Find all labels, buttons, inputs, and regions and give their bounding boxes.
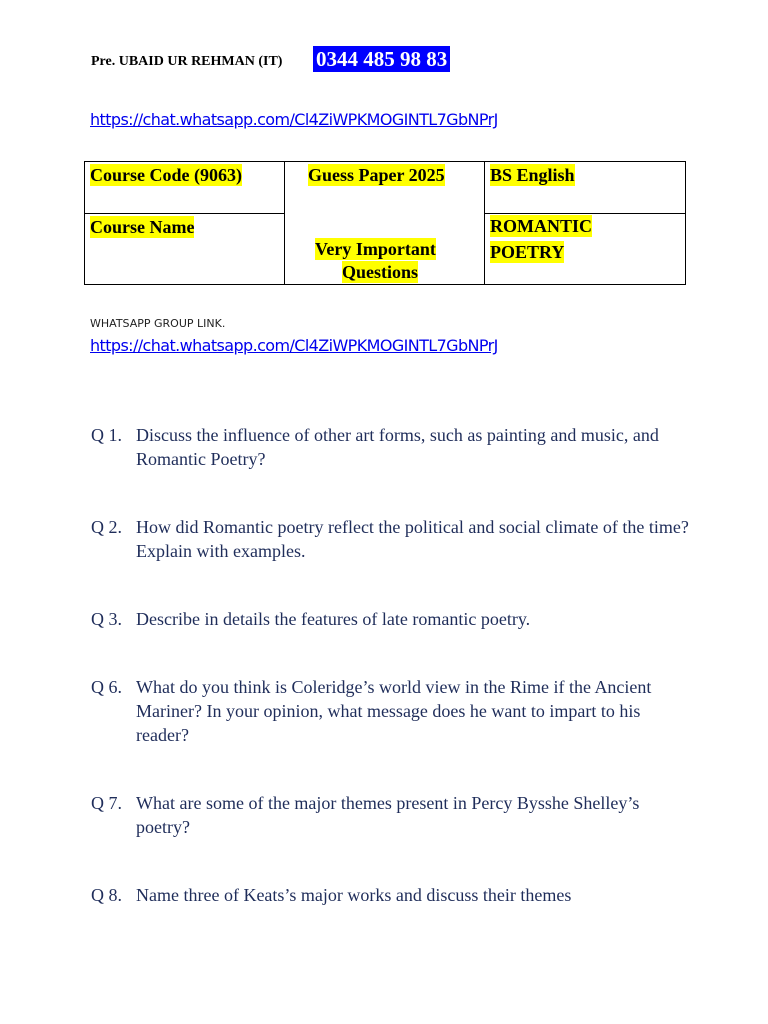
question-number: Q 1. [91, 425, 122, 445]
whatsapp-link-top[interactable]: https://chat.whatsapp.com/Cl4ZiWPKMOGINTL7GbNPrJ [90, 110, 498, 129]
course-name-label: Course Name [90, 217, 195, 237]
question-text: What do you think is Coleridge’s world view in the Rime if the Ancient Mariner? In your opinion, what message does he want to impart to his reader? [136, 677, 652, 745]
author-name: Pre. UBAID UR REHMAN (IT) [91, 54, 283, 69]
whatsapp-group-label: WHATSAPP GROUP LINK. [90, 317, 226, 330]
program-name: BS English [490, 165, 575, 185]
very-important-line1: Very Important [315, 239, 436, 259]
very-important-line2: Questions [342, 262, 419, 282]
table-divider-col1 [284, 161, 285, 285]
table-divider-row-left [84, 213, 284, 214]
question-text: Name three of Keats’s major works and discuss their themes [136, 885, 572, 905]
table-divider-col2 [484, 161, 485, 285]
table-border-left [84, 161, 85, 285]
course-info-table [84, 161, 686, 285]
question-text: What are some of the major themes present in Percy Bysshe Shelley’s poetry? [136, 793, 640, 837]
table-divider-row-right [484, 213, 686, 214]
guess-paper: Guess Paper 2025 [308, 165, 445, 185]
question-number: Q 7. [91, 793, 122, 813]
course-name-line2: POETRY [490, 242, 565, 262]
question-text: Discuss the influence of other art forms, such as painting and music, and Romantic Poetry? [136, 425, 659, 469]
phone-number: 0344 485 98 83 [313, 46, 450, 72]
course-name-line1: ROMANTIC [490, 216, 592, 236]
question-number: Q 2. [91, 517, 122, 537]
question-text: Describe in details the features of late romantic poetry. [136, 609, 531, 629]
question-number: Q 6. [91, 677, 122, 697]
question-number: Q 8. [91, 885, 122, 905]
table-border-right [685, 161, 686, 285]
whatsapp-link-bottom[interactable]: https://chat.whatsapp.com/Cl4ZiWPKMOGINTL7GbNPrJ [90, 336, 498, 355]
question-number: Q 3. [91, 609, 122, 629]
course-code: Course Code (9063) [90, 165, 242, 185]
question-text: How did Romantic poetry reflect the political and social climate of the time? Explain with examples. [136, 517, 689, 561]
table-border-top [84, 161, 686, 162]
table-border-bottom [84, 284, 686, 285]
